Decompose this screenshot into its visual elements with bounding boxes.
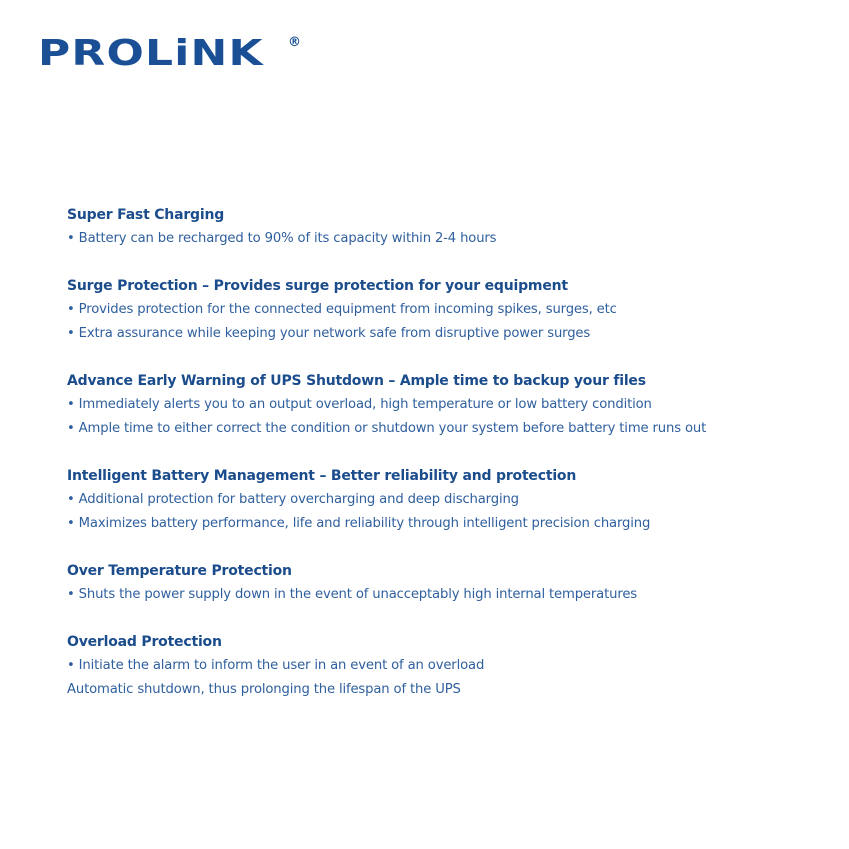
feature-heading: Super Fast Charging — [67, 207, 225, 223]
feature-bullet: • Immediately alerts you to an output overload, high temperature or low battery condition — [67, 397, 652, 412]
section-spacer — [67, 444, 837, 467]
section-spacer — [67, 254, 837, 277]
feature-list — [67, 206, 837, 705]
section-spacer — [67, 349, 837, 372]
section-spacer — [67, 610, 837, 633]
feature-overload-protection — [67, 633, 837, 699]
feature-heading: Intelligent Battery Management – Better reliability and protection — [67, 468, 577, 484]
feature-bullet: • Initiate the alarm to inform the user in an event of an overload — [67, 658, 485, 673]
feature-bullet: • Provides protection for the connected equipment from incoming spikes, surges, etc — [67, 302, 617, 317]
feature-bullet: • Ample time to either correct the condition or shutdown your system before battery time runs out — [67, 421, 707, 436]
feature-bullet: • Extra assurance while keeping your network safe from disruptive power surges — [67, 326, 591, 341]
feature-battery-management — [67, 467, 837, 533]
section-spacer — [67, 539, 837, 562]
feature-heading: Over Temperature Protection — [67, 563, 292, 579]
feature-heading: Overload Protection — [67, 634, 222, 650]
feature-heading: Advance Early Warning of UPS Shutdown – Ample time to backup your files — [67, 373, 646, 389]
feature-surge-protection — [67, 277, 837, 343]
brand-logo — [38, 32, 301, 76]
registered-mark: ® — [288, 35, 301, 50]
feature-text-line: Automatic shutdown, thus prolonging the lifespan of the UPS — [67, 682, 461, 697]
feature-heading: Surge Protection – Provides surge protection for your equipment — [67, 278, 568, 294]
feature-bullet: • Additional protection for battery overcharging and deep discharging — [67, 492, 519, 507]
feature-bullet: • Shuts the power supply down in the event of unacceptably high internal temperatures — [67, 587, 637, 602]
logo-wordmark: PROLiNK — [38, 33, 264, 74]
feature-super-fast-charging — [67, 206, 837, 248]
feature-bullet: • Maximizes battery performance, life and reliability through intelligent precision charging — [67, 516, 651, 531]
feature-bullet: • Battery can be recharged to 90% of its capacity within 2-4 hours — [67, 231, 497, 246]
feature-over-temperature — [67, 562, 837, 604]
feature-early-warning — [67, 372, 837, 438]
